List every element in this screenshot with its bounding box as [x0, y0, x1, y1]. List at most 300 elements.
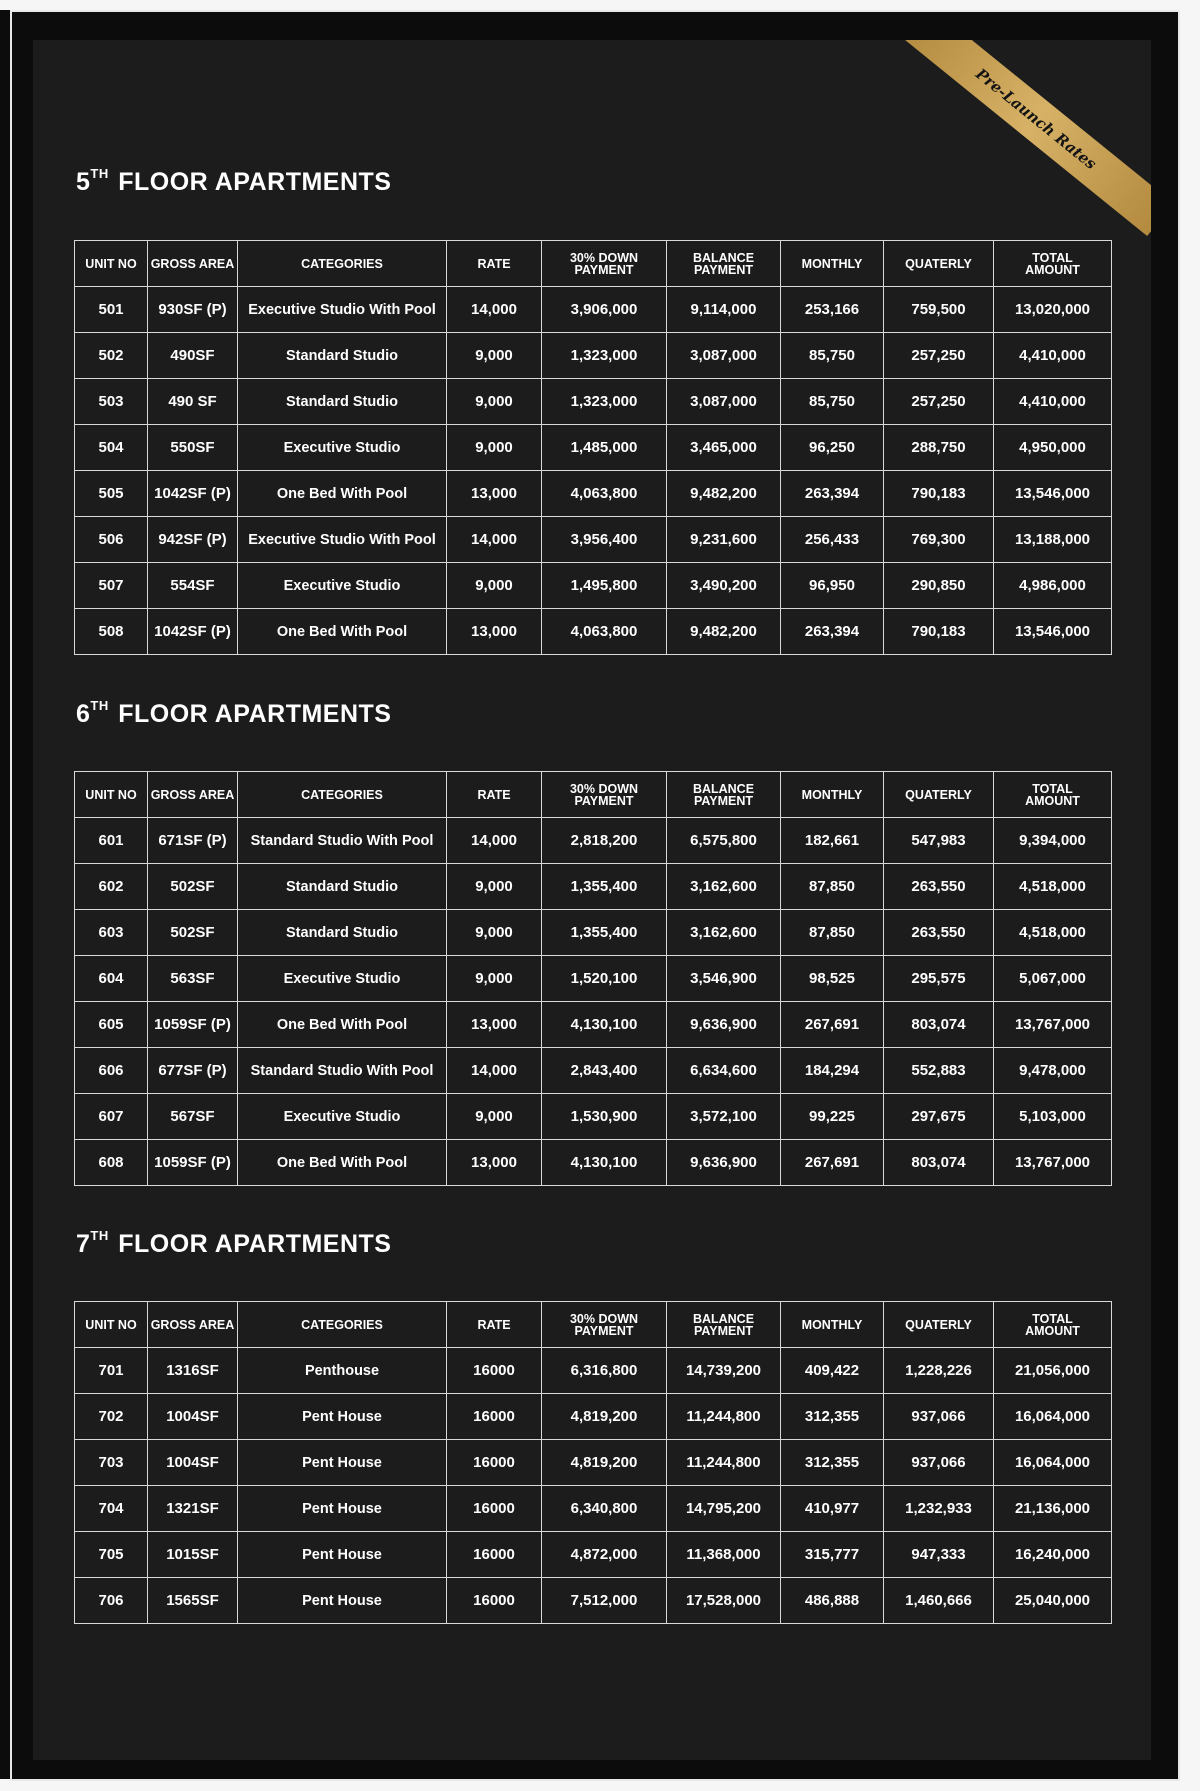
header-text: PAYMENT	[693, 1323, 754, 1338]
balance-payment-cell: 3,546,900	[667, 956, 781, 1002]
gross-area-cell: 1565SF	[148, 1578, 238, 1624]
header-text: BALANCE	[692, 781, 755, 796]
table-row	[75, 1348, 1112, 1394]
floor-7-title	[76, 1230, 391, 1259]
total-amount-cell: 4,986,000	[994, 563, 1112, 609]
gross-area-cell: 1004SF	[148, 1440, 238, 1486]
category-cell: Executive Studio	[238, 956, 447, 1002]
rate-cell: 16000	[447, 1532, 542, 1578]
unit-no-cell: 507	[75, 563, 148, 609]
monthly-cell: 315,777	[781, 1532, 884, 1578]
table-row	[75, 563, 1112, 609]
quaterly-cell: 257,250	[884, 379, 994, 425]
unit-no-cell: 602	[75, 864, 148, 910]
table-row	[75, 425, 1112, 471]
quaterly-cell: 1,232,933	[884, 1486, 994, 1532]
category-cell: Pent House	[238, 1394, 447, 1440]
total-amount-cell: 4,410,000	[994, 379, 1112, 425]
unit-no-cell: 703	[75, 1440, 148, 1486]
category-cell: One Bed With Pool	[238, 1140, 447, 1186]
rate-cell: 9,000	[447, 425, 542, 471]
balance-payment-cell: 3,465,000	[667, 425, 781, 471]
unit-no-cell: 501	[75, 287, 148, 333]
down-payment-header	[542, 1302, 667, 1348]
down-payment-cell: 1,495,800	[542, 563, 667, 609]
header-text: 30% DOWN	[569, 1311, 639, 1326]
balance-payment-cell: 9,636,900	[667, 1140, 781, 1186]
monthly-cell: 184,294	[781, 1048, 884, 1094]
category-cell: Executive Studio	[238, 563, 447, 609]
monthly-cell: 253,166	[781, 287, 884, 333]
monthly-header	[781, 1302, 884, 1348]
header-text: MONTHLY	[801, 256, 863, 271]
unit-no-cell: 601	[75, 818, 148, 864]
monthly-cell: 256,433	[781, 517, 884, 563]
gross-area-cell: 1316SF	[148, 1348, 238, 1394]
monthly-cell: 87,850	[781, 910, 884, 956]
category-cell: Pent House	[238, 1440, 447, 1486]
header-text: RATE	[477, 787, 511, 802]
rate-cell: 14,000	[447, 517, 542, 563]
quaterly-cell: 288,750	[884, 425, 994, 471]
quaterly-cell: 290,850	[884, 563, 994, 609]
table-row	[75, 471, 1112, 517]
total-amount-cell: 13,020,000	[994, 287, 1112, 333]
table-row	[75, 1394, 1112, 1440]
quaterly-cell: 803,074	[884, 1002, 994, 1048]
monthly-cell: 486,888	[781, 1578, 884, 1624]
gross-area-cell: 502SF	[148, 864, 238, 910]
rate-cell: 9,000	[447, 379, 542, 425]
table-row	[75, 333, 1112, 379]
rate-cell: 13,000	[447, 1140, 542, 1186]
down-payment-header	[542, 241, 667, 287]
quaterly-cell: 769,300	[884, 517, 994, 563]
quaterly-cell: 297,675	[884, 1094, 994, 1140]
floor-6-rate-table	[74, 771, 1112, 1186]
table-header-row	[75, 241, 1112, 287]
table-row	[75, 1094, 1112, 1140]
balance-payment-cell: 11,244,800	[667, 1394, 781, 1440]
unit-no-cell: 508	[75, 609, 148, 655]
header-text: PAYMENT	[693, 262, 754, 277]
rate-cell: 16000	[447, 1348, 542, 1394]
down-payment-cell: 1,355,400	[542, 910, 667, 956]
quaterly-cell: 1,228,226	[884, 1348, 994, 1394]
floor-6-title	[76, 700, 391, 729]
rate-header	[447, 241, 542, 287]
floor-ordinal: TH	[90, 1228, 109, 1243]
pre-launch-ribbon	[898, 40, 1151, 236]
down-payment-cell: 4,130,100	[542, 1002, 667, 1048]
balance-payment-cell: 9,482,200	[667, 609, 781, 655]
rate-cell: 9,000	[447, 333, 542, 379]
balance-payment-cell: 14,795,200	[667, 1486, 781, 1532]
balance-payment-header	[667, 1302, 781, 1348]
balance-payment-cell: 3,087,000	[667, 333, 781, 379]
down-payment-cell: 2,818,200	[542, 818, 667, 864]
monthly-cell: 85,750	[781, 333, 884, 379]
unit-no-cell: 702	[75, 1394, 148, 1440]
category-cell: Executive Studio	[238, 425, 447, 471]
header-text: AMOUNT	[1025, 793, 1080, 808]
header-text: CATEGORIES	[301, 256, 383, 271]
table-row	[75, 287, 1112, 333]
header-text: PAYMENT	[574, 262, 634, 277]
gross-area-header	[148, 241, 238, 287]
table-row	[75, 379, 1112, 425]
rate-cell: 14,000	[447, 287, 542, 333]
balance-payment-header	[667, 772, 781, 818]
gross-area-cell: 1042SF (P)	[148, 471, 238, 517]
total-amount-cell: 4,950,000	[994, 425, 1112, 471]
floor-label: FLOOR APARTMENTS	[118, 700, 392, 728]
category-cell: Penthouse	[238, 1348, 447, 1394]
quaterly-header	[884, 1302, 994, 1348]
category-cell: Pent House	[238, 1532, 447, 1578]
category-cell: Standard Studio With Pool	[238, 818, 447, 864]
floor-ordinal: TH	[90, 698, 109, 713]
table-row	[75, 956, 1112, 1002]
gross-area-cell: 942SF (P)	[148, 517, 238, 563]
monthly-cell: 96,250	[781, 425, 884, 471]
floor-number: 7	[76, 1230, 91, 1258]
category-cell: Executive Studio With Pool	[238, 517, 447, 563]
table-header-row	[75, 1302, 1112, 1348]
total-amount-cell: 5,067,000	[994, 956, 1112, 1002]
quaterly-cell: 263,550	[884, 864, 994, 910]
down-payment-cell: 3,906,000	[542, 287, 667, 333]
header-text: UNIT NO	[85, 787, 137, 802]
table-row	[75, 818, 1112, 864]
total-amount-cell: 13,767,000	[994, 1140, 1112, 1186]
header-text: 30% DOWN	[569, 781, 639, 796]
category-cell: Executive Studio With Pool	[238, 287, 447, 333]
gross-area-header	[148, 1302, 238, 1348]
category-cell: Standard Studio	[238, 379, 447, 425]
balance-payment-cell: 3,162,600	[667, 864, 781, 910]
unit-no-cell: 502	[75, 333, 148, 379]
monthly-header	[781, 241, 884, 287]
monthly-cell: 263,394	[781, 609, 884, 655]
header-text: TOTAL	[1032, 781, 1073, 796]
down-payment-cell: 1,530,900	[542, 1094, 667, 1140]
rate-cell: 13,000	[447, 1002, 542, 1048]
unit-no-cell: 704	[75, 1486, 148, 1532]
category-cell: Pent House	[238, 1578, 447, 1624]
header-text: QUATERLY	[905, 1317, 972, 1332]
total-amount-cell: 16,240,000	[994, 1532, 1112, 1578]
floor-5-rate-table	[74, 240, 1112, 655]
total-amount-cell: 5,103,000	[994, 1094, 1112, 1140]
rate-cell: 14,000	[447, 1048, 542, 1094]
header-text: BALANCE	[692, 1311, 755, 1326]
table-row	[75, 1532, 1112, 1578]
table-row	[75, 1140, 1112, 1186]
unit-no-cell: 604	[75, 956, 148, 1002]
gross-area-cell: 554SF	[148, 563, 238, 609]
unit-no-cell: 608	[75, 1140, 148, 1186]
categories-header	[238, 772, 447, 818]
balance-payment-cell: 9,482,200	[667, 471, 781, 517]
total-amount-cell: 21,056,000	[994, 1348, 1112, 1394]
balance-payment-cell: 17,528,000	[667, 1578, 781, 1624]
category-cell: Executive Studio	[238, 1094, 447, 1140]
balance-payment-cell: 9,114,000	[667, 287, 781, 333]
gross-area-cell: 1004SF	[148, 1394, 238, 1440]
floor-7-rate-table	[74, 1301, 1112, 1624]
rate-cell: 16000	[447, 1440, 542, 1486]
unit-no-cell: 505	[75, 471, 148, 517]
header-text: GROSS AREA	[150, 1317, 235, 1332]
down-payment-cell: 6,340,800	[542, 1486, 667, 1532]
balance-payment-cell: 6,634,600	[667, 1048, 781, 1094]
total-amount-cell: 13,188,000	[994, 517, 1112, 563]
rate-cell: 9,000	[447, 864, 542, 910]
gross-area-cell: 1321SF	[148, 1486, 238, 1532]
categories-header	[238, 241, 447, 287]
gross-area-cell: 1042SF (P)	[148, 609, 238, 655]
header-text: AMOUNT	[1025, 262, 1080, 277]
floor-label: FLOOR APARTMENTS	[118, 1230, 392, 1258]
unit-no-header	[75, 1302, 148, 1348]
gross-area-cell: 671SF (P)	[148, 818, 238, 864]
header-text: RATE	[477, 1317, 511, 1332]
monthly-cell: 263,394	[781, 471, 884, 517]
monthly-cell: 410,977	[781, 1486, 884, 1532]
unit-no-cell: 606	[75, 1048, 148, 1094]
rate-cell: 16000	[447, 1486, 542, 1532]
unit-no-cell: 506	[75, 517, 148, 563]
header-text: QUATERLY	[905, 787, 972, 802]
quaterly-cell: 552,883	[884, 1048, 994, 1094]
monthly-cell: 267,691	[781, 1140, 884, 1186]
floor-label: FLOOR APARTMENTS	[118, 168, 392, 196]
total-amount-cell: 4,518,000	[994, 864, 1112, 910]
header-text: RATE	[477, 256, 511, 271]
table-row	[75, 864, 1112, 910]
monthly-cell: 409,422	[781, 1348, 884, 1394]
quaterly-cell: 937,066	[884, 1394, 994, 1440]
balance-payment-cell: 3,572,100	[667, 1094, 781, 1140]
gross-area-cell: 490SF	[148, 333, 238, 379]
down-payment-cell: 4,130,100	[542, 1140, 667, 1186]
header-text: GROSS AREA	[150, 256, 235, 271]
down-payment-cell: 4,063,800	[542, 471, 667, 517]
total-amount-cell: 13,767,000	[994, 1002, 1112, 1048]
table-row	[75, 1486, 1112, 1532]
floor-number: 6	[76, 700, 91, 728]
header-text: PAYMENT	[693, 793, 754, 808]
table-row	[75, 1002, 1112, 1048]
header-text: QUATERLY	[905, 256, 972, 271]
down-payment-cell: 2,843,400	[542, 1048, 667, 1094]
rate-cell: 14,000	[447, 818, 542, 864]
rate-cell: 13,000	[447, 471, 542, 517]
balance-payment-cell: 14,739,200	[667, 1348, 781, 1394]
unit-no-cell: 701	[75, 1348, 148, 1394]
total-amount-cell: 16,064,000	[994, 1440, 1112, 1486]
balance-payment-cell: 9,636,900	[667, 1002, 781, 1048]
header-text: CATEGORIES	[301, 787, 383, 802]
header-text: MONTHLY	[801, 1317, 863, 1332]
total-amount-cell: 16,064,000	[994, 1394, 1112, 1440]
total-amount-cell: 4,518,000	[994, 910, 1112, 956]
monthly-cell: 99,225	[781, 1094, 884, 1140]
rate-cell: 9,000	[447, 1094, 542, 1140]
gross-area-cell: 677SF (P)	[148, 1048, 238, 1094]
border-top	[0, 0, 1200, 10]
rate-cell: 9,000	[447, 956, 542, 1002]
monthly-cell: 312,355	[781, 1440, 884, 1486]
table-row	[75, 1048, 1112, 1094]
ribbon-label: Pre-Launch Rates	[972, 64, 1100, 174]
total-amount-cell: 13,546,000	[994, 471, 1112, 517]
quaterly-cell: 257,250	[884, 333, 994, 379]
rate-cell: 16000	[447, 1394, 542, 1440]
quaterly-cell: 790,183	[884, 471, 994, 517]
table-row	[75, 910, 1112, 956]
table-row	[75, 1578, 1112, 1624]
quaterly-cell: 803,074	[884, 1140, 994, 1186]
balance-payment-cell: 9,231,600	[667, 517, 781, 563]
gross-area-cell: 930SF (P)	[148, 287, 238, 333]
gross-area-cell: 550SF	[148, 425, 238, 471]
total-amount-header	[994, 772, 1112, 818]
table-row	[75, 517, 1112, 563]
quaterly-header	[884, 772, 994, 818]
unit-no-cell: 706	[75, 1578, 148, 1624]
category-cell: One Bed With Pool	[238, 1002, 447, 1048]
quaterly-cell: 937,066	[884, 1440, 994, 1486]
quaterly-cell: 947,333	[884, 1532, 994, 1578]
header-text: BALANCE	[692, 250, 755, 265]
down-payment-cell: 6,316,800	[542, 1348, 667, 1394]
total-amount-cell: 13,546,000	[994, 609, 1112, 655]
balance-payment-cell: 6,575,800	[667, 818, 781, 864]
header-text: 30% DOWN	[569, 250, 639, 265]
unit-no-header	[75, 772, 148, 818]
header-text: UNIT NO	[85, 256, 137, 271]
unit-no-cell: 504	[75, 425, 148, 471]
down-payment-cell: 3,956,400	[542, 517, 667, 563]
total-amount-cell: 9,478,000	[994, 1048, 1112, 1094]
down-payment-cell: 4,819,200	[542, 1394, 667, 1440]
rate-cell: 16000	[447, 1578, 542, 1624]
header-text: PAYMENT	[574, 793, 634, 808]
unit-no-header	[75, 241, 148, 287]
gross-area-cell: 490 SF	[148, 379, 238, 425]
quaterly-cell: 790,183	[884, 609, 994, 655]
total-amount-header	[994, 1302, 1112, 1348]
total-amount-header	[994, 241, 1112, 287]
table-row	[75, 1440, 1112, 1486]
floor-number: 5	[76, 168, 91, 196]
unit-no-cell: 705	[75, 1532, 148, 1578]
monthly-cell: 87,850	[781, 864, 884, 910]
monthly-header	[781, 772, 884, 818]
header-text: TOTAL	[1032, 250, 1073, 265]
down-payment-cell: 1,323,000	[542, 379, 667, 425]
monthly-cell: 267,691	[781, 1002, 884, 1048]
header-text: PAYMENT	[574, 1323, 634, 1338]
category-cell: Pent House	[238, 1486, 447, 1532]
down-payment-cell: 4,872,000	[542, 1532, 667, 1578]
header-text: CATEGORIES	[301, 1317, 383, 1332]
monthly-cell: 182,661	[781, 818, 884, 864]
header-text: GROSS AREA	[150, 787, 235, 802]
rate-cell: 13,000	[447, 609, 542, 655]
gross-area-header	[148, 772, 238, 818]
monthly-cell: 85,750	[781, 379, 884, 425]
header-text: AMOUNT	[1025, 1323, 1080, 1338]
down-payment-cell: 1,355,400	[542, 864, 667, 910]
quaterly-header	[884, 241, 994, 287]
balance-payment-cell: 3,490,200	[667, 563, 781, 609]
unit-no-cell: 503	[75, 379, 148, 425]
unit-no-cell: 603	[75, 910, 148, 956]
balance-payment-cell: 11,368,000	[667, 1532, 781, 1578]
balance-payment-header	[667, 241, 781, 287]
unit-no-cell: 607	[75, 1094, 148, 1140]
category-cell: Standard Studio	[238, 910, 447, 956]
category-cell: One Bed With Pool	[238, 609, 447, 655]
down-payment-header	[542, 772, 667, 818]
down-payment-cell: 1,520,100	[542, 956, 667, 1002]
quaterly-cell: 759,500	[884, 287, 994, 333]
category-cell: Standard Studio With Pool	[238, 1048, 447, 1094]
gross-area-cell: 563SF	[148, 956, 238, 1002]
down-payment-cell: 4,819,200	[542, 1440, 667, 1486]
rate-header	[447, 772, 542, 818]
category-cell: Standard Studio	[238, 333, 447, 379]
header-text: UNIT NO	[85, 1317, 137, 1332]
quaterly-cell: 1,460,666	[884, 1578, 994, 1624]
quaterly-cell: 547,983	[884, 818, 994, 864]
gross-area-cell: 1015SF	[148, 1532, 238, 1578]
gross-area-cell: 1059SF (P)	[148, 1140, 238, 1186]
down-payment-cell: 4,063,800	[542, 609, 667, 655]
total-amount-cell: 25,040,000	[994, 1578, 1112, 1624]
floor-ordinal: TH	[90, 166, 109, 181]
balance-payment-cell: 3,162,600	[667, 910, 781, 956]
down-payment-cell: 1,485,000	[542, 425, 667, 471]
table-row	[75, 609, 1112, 655]
monthly-cell: 98,525	[781, 956, 884, 1002]
gross-area-cell: 502SF	[148, 910, 238, 956]
header-text: MONTHLY	[801, 787, 863, 802]
total-amount-cell: 4,410,000	[994, 333, 1112, 379]
down-payment-cell: 1,323,000	[542, 333, 667, 379]
rate-header	[447, 1302, 542, 1348]
total-amount-cell: 9,394,000	[994, 818, 1112, 864]
gross-area-cell: 1059SF (P)	[148, 1002, 238, 1048]
category-cell: Standard Studio	[238, 864, 447, 910]
monthly-cell: 96,950	[781, 563, 884, 609]
quaterly-cell: 263,550	[884, 910, 994, 956]
unit-no-cell: 605	[75, 1002, 148, 1048]
balance-payment-cell: 11,244,800	[667, 1440, 781, 1486]
categories-header	[238, 1302, 447, 1348]
header-text: TOTAL	[1032, 1311, 1073, 1326]
rate-cell: 9,000	[447, 910, 542, 956]
quaterly-cell: 295,575	[884, 956, 994, 1002]
category-cell: One Bed With Pool	[238, 471, 447, 517]
total-amount-cell: 21,136,000	[994, 1486, 1112, 1532]
table-header-row	[75, 772, 1112, 818]
down-payment-cell: 7,512,000	[542, 1578, 667, 1624]
balance-payment-cell: 3,087,000	[667, 379, 781, 425]
